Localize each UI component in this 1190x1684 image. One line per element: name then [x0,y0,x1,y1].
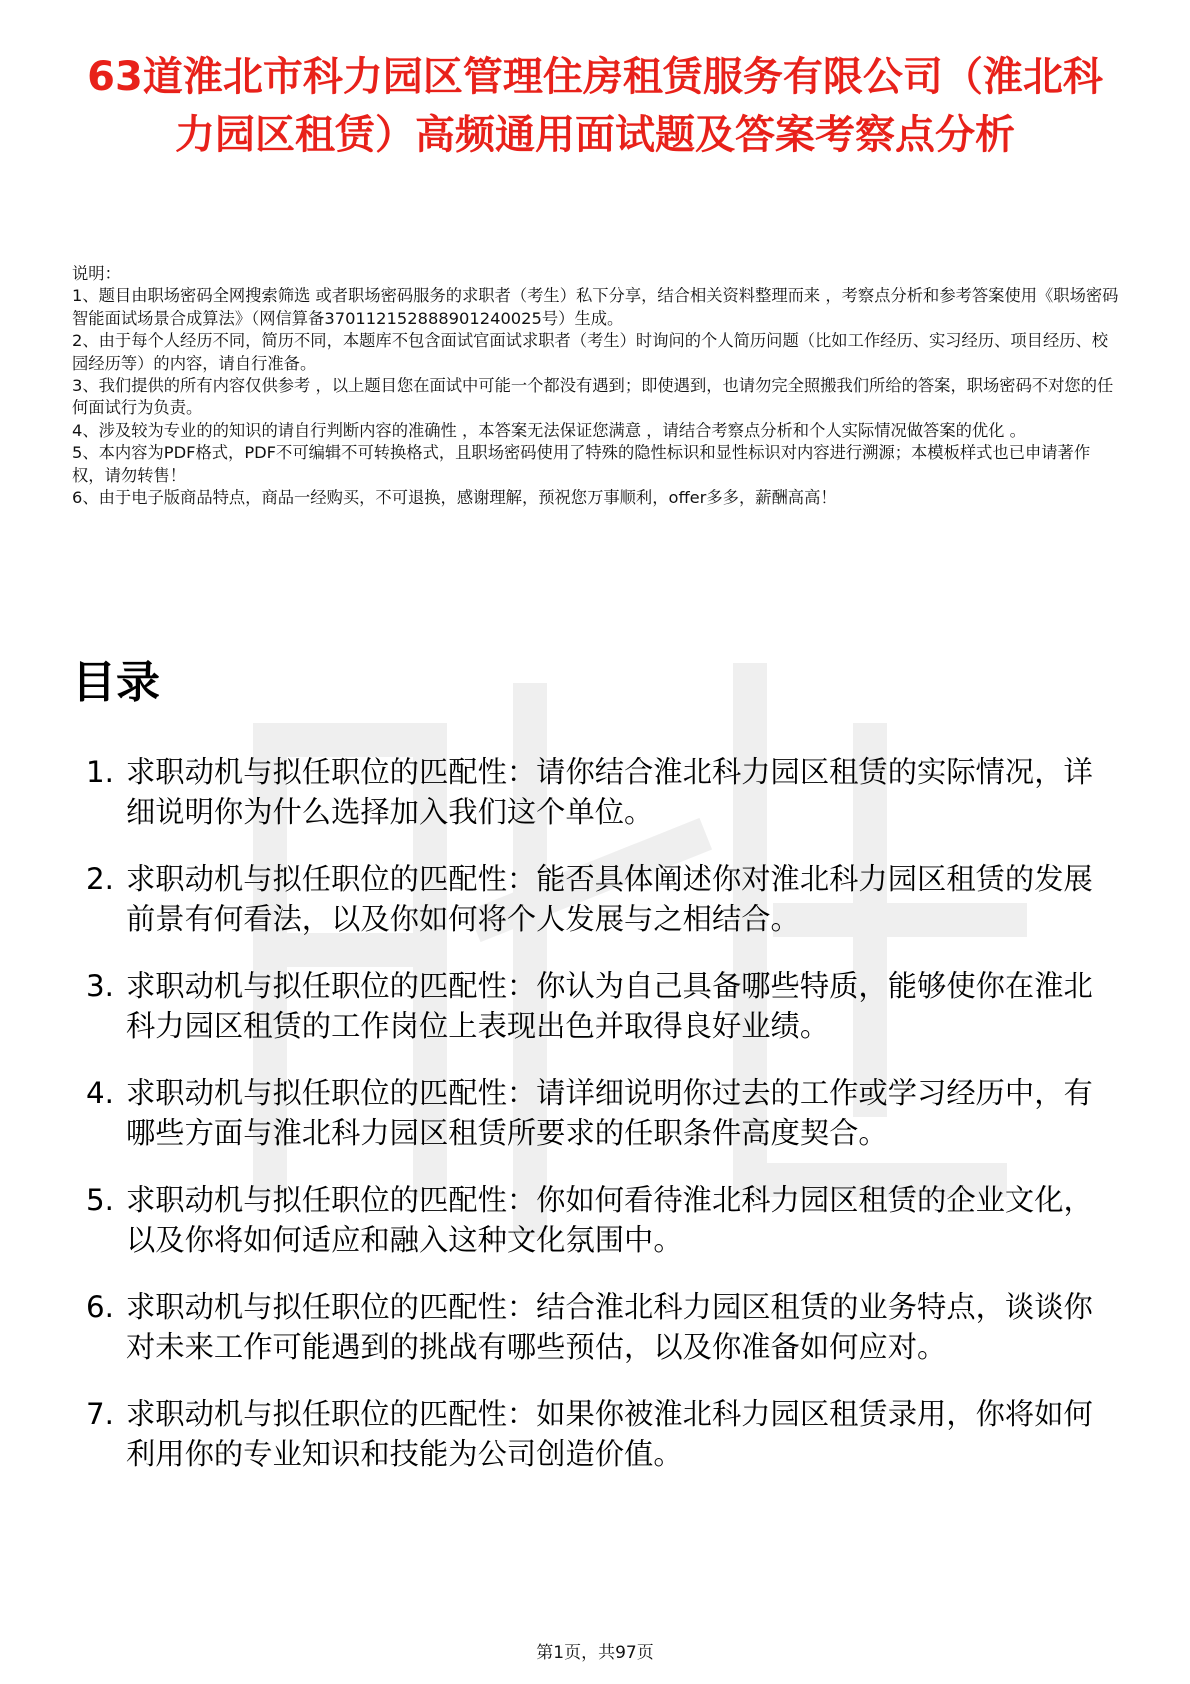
document-title: 63道淮北市科力园区管理住房租赁服务有限公司（淮北科力园区租赁）高频通用面试题及答案考察点分析 [87,54,1103,158]
toc-item-number: 1. [86,755,114,789]
note-item: 5、本内容为PDF格式，PDF不可编辑不可转换格式，且职场密码使用了特殊的隐性标识和显性标识对内容进行溯源；本模板样式也已申请著作权，请勿转售！ [72,443,1091,485]
note-item: 6、由于电子版商品特点，商品一经购买，不可退换，感谢理解，预祝您万事顺利，offer多多，薪酬高高！ [72,488,837,508]
toc-item-text: 求职动机与拟任职位的匹配性：请你结合淮北科力园区租赁的实际情况，详细说明你为什么选择加入我们这个单位。 [126,755,1093,829]
note-item: 1、题目由职场密码全网搜索筛选 或者职场密码服务的求职者（考生）私下分享，结合相关资料整理而来 ，考察点分析和参考答案使用《职场密码智能面试场景合成算法》（网信算备370112152888901240025号）生成。 [72,286,1119,328]
toc-item[interactable] [72,1287,1112,1367]
toc-item-text: 求职动机与拟任职位的匹配性：结合淮北科力园区租赁的业务特点，谈谈你对未来工作可能遇到的挑战有哪些预估，以及你准备如何应对。 [126,1290,1093,1364]
toc-item[interactable] [72,966,1112,1046]
toc-item-number: 7. [86,1397,114,1431]
toc-item-text: 求职动机与拟任职位的匹配性：能否具体阐述你对淮北科力园区租赁的发展前景有何看法，以及你如何将个人发展与之相结合。 [126,862,1093,936]
page-footer: 第1页，共97页 [536,1643,654,1663]
note-item: 3、我们提供的所有内容仅供参考 ，以上题目您在面试中可能一个都没有遇到；即使遇到，也请勿完全照搬我们所给的答案，职场密码不对您的任何面试行为负责。 [72,376,1114,418]
toc-item-number: 5. [86,1183,114,1217]
toc-item-text: 求职动机与拟任职位的匹配性：请详细说明你过去的工作或学习经历中，有哪些方面与淮北科力园区租赁所要求的任职条件高度契合。 [126,1076,1093,1150]
toc-item[interactable] [72,1180,1112,1260]
toc-heading: 目录 [72,657,160,708]
toc-item-number: 4. [86,1076,114,1110]
note-item: 2、由于每个人经历不同，简历不同，本题库不包含面试官面试求职者（考生）时询问的个人简历问题（比如工作经历、实习经历、项目经历、校园经历等）的内容，请自行准备。 [72,331,1109,373]
note-item: 4、涉及较为专业的的知识的请自行判断内容的准确性 ，本答案无法保证您满意 ，请结合考察点分析和个人实际情况做答案的优化 。 [72,420,1026,440]
toc-item[interactable] [72,1073,1112,1153]
toc-item-text: 求职动机与拟任职位的匹配性：如果你被淮北科力园区租赁录用，你将如何利用你的专业知识和技能为公司创造价值。 [126,1397,1093,1471]
toc-item-text: 求职动机与拟任职位的匹配性：你如何看待淮北科力园区租赁的企业文化，以及你将如何适应和融入这种文化氛围中。 [126,1183,1093,1257]
toc-item[interactable] [72,752,1112,832]
toc-item[interactable] [72,859,1112,939]
toc-item-text: 求职动机与拟任职位的匹配性：你认为自己具备哪些特质，能够使你在淮北科力园区租赁的工作岗位上表现出色并取得良好业绩。 [126,969,1093,1043]
toc-item-number: 6. [86,1290,114,1324]
toc-item-number: 3. [86,969,114,1003]
toc-item-number: 2. [86,862,114,896]
notes-heading: 说明： [72,264,121,283]
notes-section [72,263,1120,509]
toc-item[interactable] [72,1394,1112,1474]
toc-list [72,752,1112,1501]
